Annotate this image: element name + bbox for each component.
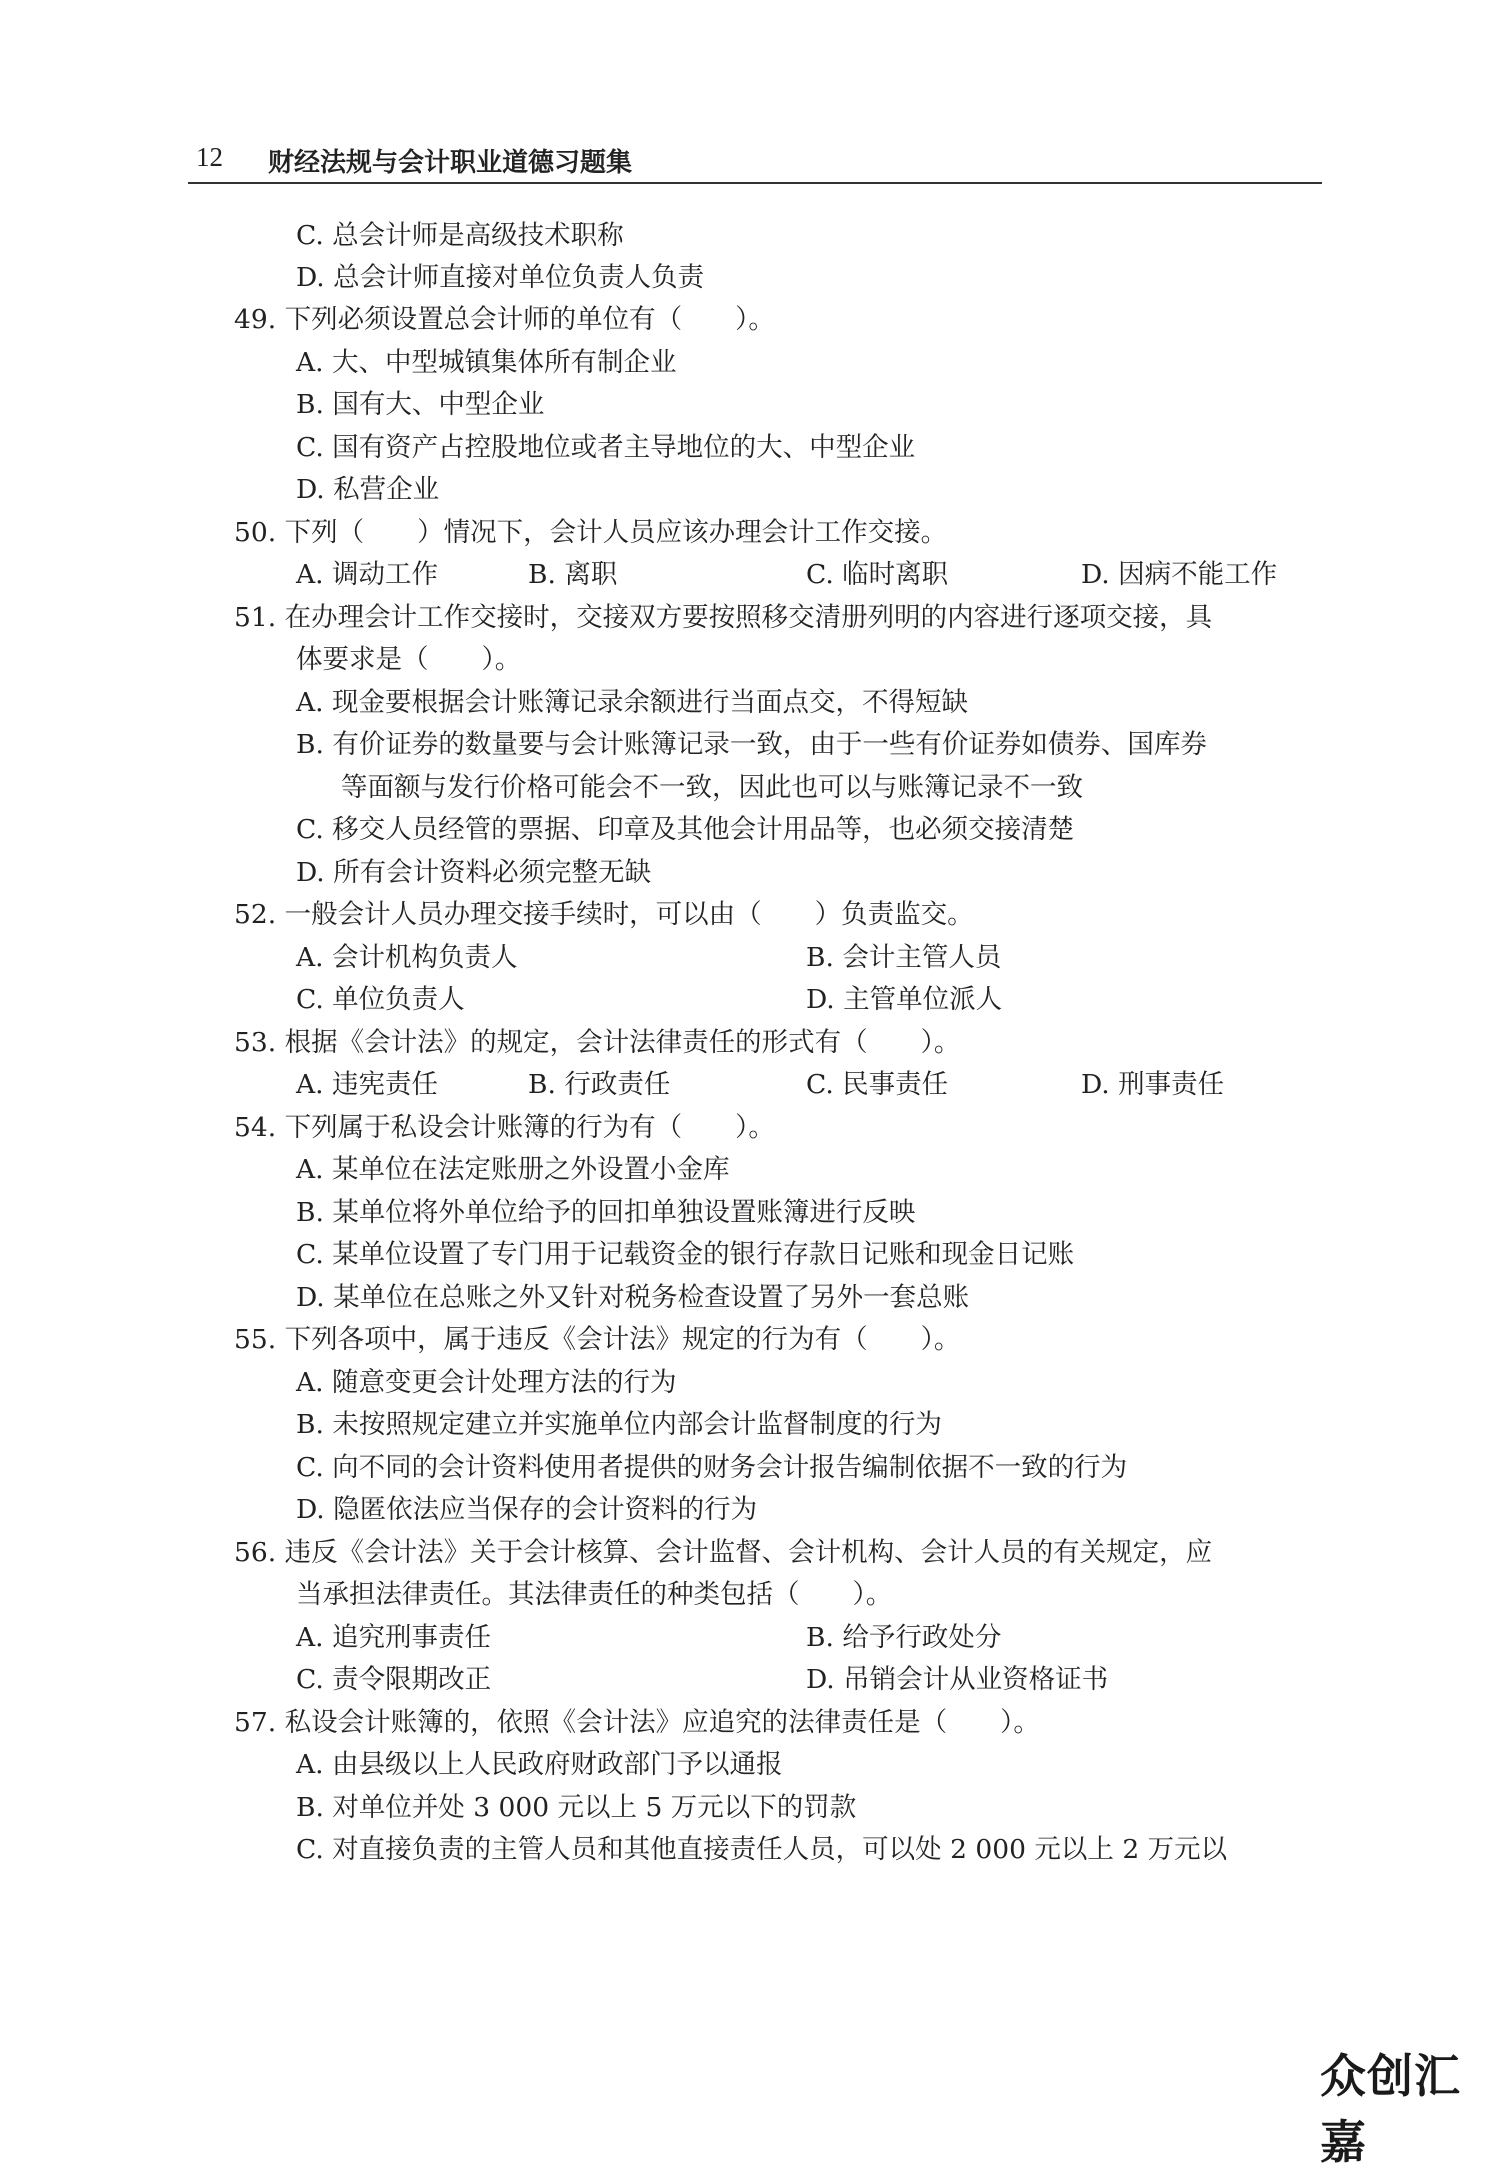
page-number: 12 [196, 142, 223, 172]
option-b: B. 行政责任 [528, 1069, 671, 1100]
option-line: D. 总会计师直接对单位负责人负责 [296, 262, 705, 293]
option-b: B. 给予行政处分 [806, 1622, 1002, 1653]
option-line: C. 移交人员经管的票据、印章及其他会计用品等，也必须交接清楚 [296, 814, 1075, 845]
option-line: B. 对单位并处 3 000 元以上 5 万元以下的罚款 [296, 1792, 857, 1823]
option-line: D. 隐匿依法应当保存的会计资料的行为 [296, 1494, 758, 1525]
question-stem-49: 49. 下列必须设置总会计师的单位有（ ）。 [234, 304, 775, 335]
question-stem-55: 55. 下列各项中，属于违反《会计法》规定的行为有（ ）。 [234, 1324, 961, 1355]
question-stem-54: 54. 下列属于私设会计账簿的行为有（ ）。 [234, 1112, 775, 1143]
book-title: 财经法规与会计职业道德习题集 [268, 148, 633, 178]
option-a: A. 违宪责任 [296, 1069, 438, 1100]
option-b: B. 离职 [528, 559, 618, 590]
option-b: B. 会计主管人员 [806, 942, 1002, 973]
option-line: C. 向不同的会计资料使用者提供的财务会计报告编制依据不一致的行为 [296, 1452, 1128, 1483]
question-stem-51: 51. 在办理会计工作交接时，交接双方要按照移交清册列明的内容进行逐项交接，具 [234, 602, 1213, 633]
running-header [188, 138, 1322, 184]
option-line: C. 某单位设置了专门用于记载资金的银行存款日记账和现金日记账 [296, 1239, 1075, 1270]
option-line: A. 由县级以上人民政府财政部门予以通报 [296, 1749, 783, 1780]
question-stem-56: 56. 违反《会计法》关于会计核算、会计监督、会计机构、会计人员的有关规定，应 [234, 1537, 1213, 1568]
question-stem-57: 57. 私设会计账簿的，依照《会计法》应追究的法律责任是（ ）。 [234, 1707, 1040, 1738]
option-d: D. 主管单位派人 [806, 984, 1003, 1015]
question-stem-50: 50. 下列（ ）情况下，会计人员应该办理会计工作交接。 [234, 517, 948, 548]
option-line: A. 随意变更会计处理方法的行为 [296, 1367, 677, 1398]
option-c: C. 临时离职 [806, 559, 949, 590]
option-line: C. 国有资产占控股地位或者主导地位的大、中型企业 [296, 432, 916, 463]
option-c: C. 民事责任 [806, 1069, 949, 1100]
question-stem-53: 53. 根据《会计法》的规定，会计法律责任的形式有（ ）。 [234, 1027, 961, 1058]
option-d: D. 吊销会计从业资格证书 [806, 1664, 1109, 1695]
option-line: B. 国有大、中型企业 [296, 389, 545, 420]
option-d: D. 因病不能工作 [1081, 559, 1278, 590]
option-c: C. 责令限期改正 [296, 1664, 492, 1695]
option-a: A. 追究刑事责任 [296, 1622, 491, 1653]
option-line: C. 对直接负责的主管人员和其他直接责任人员，可以处 2 000 元以上 2 万元以 [296, 1834, 1228, 1865]
option-line: D. 某单位在总账之外又针对税务检查设置了另外一套总账 [296, 1282, 970, 1313]
option-line: B. 有价证券的数量要与会计账簿记录一致，由于一些有价证券如债券、国库券 [296, 729, 1207, 760]
option-line: B. 未按照规定建立并实施单位内部会计监督制度的行为 [296, 1409, 942, 1440]
watermark-logo: 众创汇嘉 [1320, 2049, 1461, 2169]
question-stem-52: 52. 一般会计人员办理交接手续时，可以由（ ）负责监交。 [234, 899, 974, 930]
option-line: A. 大、中型城镇集体所有制企业 [296, 347, 677, 378]
option-line: A. 某单位在法定账册之外设置小金库 [296, 1154, 730, 1185]
option-a: A. 调动工作 [296, 559, 438, 590]
option-a: A. 会计机构负责人 [296, 942, 518, 973]
question-stem-continuation: 体要求是（ ）。 [296, 644, 522, 675]
question-stem-continuation: 当承担法律责任。其法律责任的种类包括（ ）。 [296, 1579, 893, 1610]
option-line: B. 某单位将外单位给予的回扣单独设置账簿进行反映 [296, 1197, 916, 1228]
option-line: A. 现金要根据会计账簿记录余额进行当面点交，不得短缺 [296, 687, 968, 718]
option-d: D. 刑事责任 [1081, 1069, 1225, 1100]
option-c: C. 单位负责人 [296, 984, 465, 1015]
option-continuation: 等面额与发行价格可能会不一致，因此也可以与账簿记录不一致 [341, 772, 1083, 803]
option-line: D. 私营企业 [296, 474, 440, 505]
option-line: D. 所有会计资料必须完整无缺 [296, 857, 652, 888]
option-line: C. 总会计师是高级技术职称 [296, 220, 624, 251]
